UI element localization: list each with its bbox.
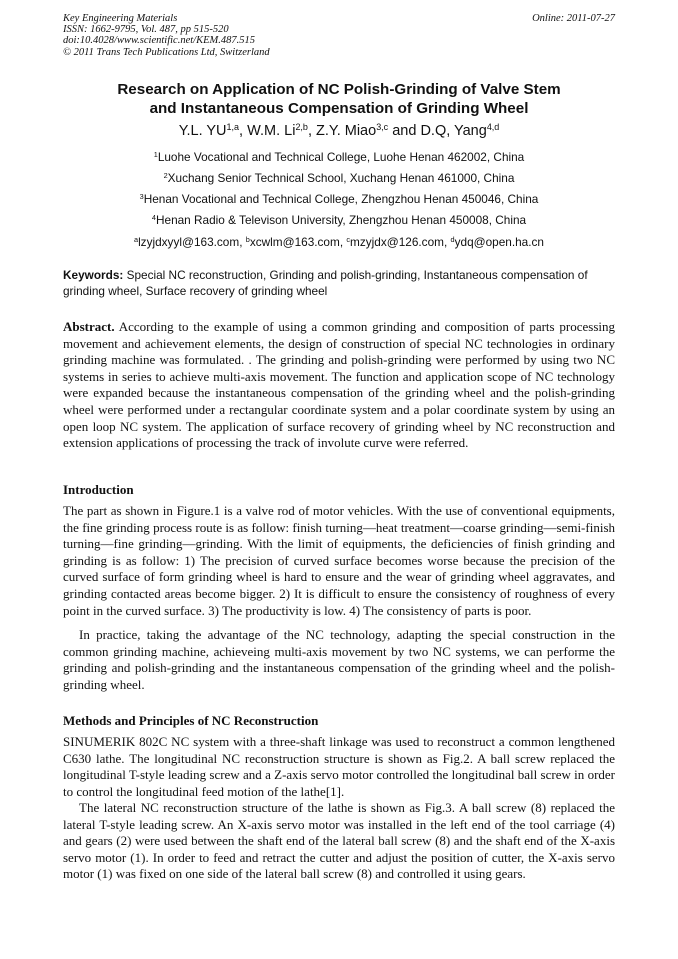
affiliation xyxy=(63,192,615,206)
author xyxy=(420,123,499,139)
journal-header xyxy=(63,13,270,58)
email-marker: d xyxy=(450,234,455,244)
author-sep: , xyxy=(239,123,248,139)
affiliation-text: Henan Radio & Televison University, Zhengzhou Henan 450008, China xyxy=(155,213,527,227)
email-sep: , xyxy=(239,235,246,249)
email-address: xcwlm@163.com xyxy=(249,235,340,249)
keywords xyxy=(63,268,615,299)
abstract xyxy=(63,319,615,452)
doi-line: doi:10.4028/www.scientific.net/KEM.487.515 xyxy=(63,35,255,47)
issn-line: ISSN: 1662-9795, Vol. 487, pp 515-520 xyxy=(63,24,229,36)
paper-title xyxy=(63,80,615,118)
author-name: D.Q, Yang xyxy=(420,123,487,139)
keywords-text: Special NC reconstruction, Grinding and polish-grinding, Instantaneous compensation of grinding wheel, Surface recovery of grinding wheel xyxy=(63,268,588,298)
email-sep: , xyxy=(443,235,451,249)
methods-paragraph: The lateral NC reconstruction structure of the lathe is shown as Fig.3. A ball screw (8) replaced the lateral T-style leading screw. An X-axis servo motor was installed in the left end of the tool carriage (4) and gears (2) were used between the shaft end of the lateral ball screw (8) and the shaft end of the X-axis servo motor (1). In order to feed and retract the cutter and adjust the position of cutter, the X-axis servo motor (1) was fixed on one side of the lateral ball screw (8) and controlled it using gears. xyxy=(63,800,615,882)
email-address: ydq@open.ha.cn xyxy=(454,235,544,249)
author-affil: 3,c xyxy=(376,122,389,133)
email-address: mzyjdx@126.com xyxy=(350,235,444,249)
author-affil: 2,b xyxy=(295,122,308,133)
author-affil: 4,d xyxy=(486,122,500,133)
introduction-paragraph: The part as shown in Figure.1 is a valve rod of motor vehicles. With the use of conventional equipments, the fine grinding process route is as follow: finish turning—heat treatment—coarse grinding—semi-finish turning—fine grinding—grinding. With the limit of equipments, the deficiencies of finish grinding and grinding is as follow: 1) The precision of curved surface becomes worse because the precision of the curved surface of form grinding wheel is hard to ensure and the wear of grinding wheel aggravates, and grinding contacted areas become bigger. 2) It is difficult to ensure the consistency of roughness of every point in the curved surface. 3) The productivity is low. 4) The consistency of parts is poor. xyxy=(63,503,615,618)
affiliation-text: Xuchang Senior Technical School, Xuchang Henan 461000, China xyxy=(167,171,515,185)
affiliation-number: 3 xyxy=(139,191,144,201)
author-list xyxy=(63,122,615,140)
email-sep: , xyxy=(339,235,347,249)
affiliation-number: 1 xyxy=(153,149,158,159)
affiliation-number: 2 xyxy=(163,170,168,180)
affiliation xyxy=(63,150,615,164)
copyright-line: © 2011 Trans Tech Publications Ltd, Switzerland xyxy=(63,46,270,58)
title-line-2: and Instantaneous Compensation of Grinding Wheel xyxy=(149,100,529,117)
affiliation-number: 4 xyxy=(151,212,156,222)
author-affil: 1,a xyxy=(226,122,240,133)
author-name: Z.Y. Miao xyxy=(316,123,377,139)
introduction-heading: Introduction xyxy=(63,482,134,497)
affiliation xyxy=(63,171,615,185)
email-marker: c xyxy=(346,234,351,244)
online-date: Online: 2011-07-27 xyxy=(532,13,615,24)
author xyxy=(247,123,308,139)
author xyxy=(316,123,388,139)
author-sep: and xyxy=(388,123,421,139)
affiliation-text: Henan Vocational and Technical College, Zhengzhou Henan 450046, China xyxy=(143,192,539,206)
keywords-label: Keywords: xyxy=(63,268,124,282)
methods-heading: Methods and Principles of NC Reconstruction xyxy=(63,713,319,728)
introduction-paragraph: In practice, taking the advantage of the NC technology, adapting the special construction in the common grinding machine, achieveing multi-axis movement by two NC systems, we can performe the grinding and polish-grinding and the instantaneous compensation of the grinding wheel and the polish-grinding wheel. xyxy=(63,627,615,692)
abstract-text: According to the example of using a common grinding and composition of parts processing movement and achievement elements, the design of construction of special NC technologies in ordinary grinding machine was formulated. . The grinding and polish-grinding were performed by using two NC systems in series to achieve multi-axis movement. The function and application scope of NC technology were expanded because the instantaneous compensation of the grinding wheel and the polish-grinding wheel were performed under a rectangular coordinate system and a polar coordinate system by using an open loop NC system. The application of surface recovery of grinding wheel by NC reconstruction and extension applications of processing the track of involute curve were referred. xyxy=(63,319,615,451)
abstract-label: Abstract. xyxy=(63,319,115,334)
affiliation-text: Luohe Vocational and Technical College, Luohe Henan 462002, China xyxy=(157,150,525,164)
email-marker: a xyxy=(134,234,139,244)
email-list xyxy=(63,235,615,249)
author-name: W.M. Li xyxy=(247,123,296,139)
author xyxy=(179,123,239,139)
author-sep: , xyxy=(307,123,316,139)
title-line-1: Research on Application of NC Polish-Grinding of Valve Stem xyxy=(117,81,561,98)
author-name: Y.L. YU xyxy=(178,123,227,139)
methods-paragraph: SINUMERIK 802C NC system with a three-shaft linkage was used to reconstruct a common lengthened C630 lathe. The longitudinal NC reconstruction structure is shown as Fig.2. A ball screw replaced the longitudinal T-style leading screw and a Z-axis servo motor controlled the longitudinal ball screw in order to control the longitudinal feed motion of the lathe[1]. xyxy=(63,734,615,799)
journal-name: Key Engineering Materials xyxy=(63,13,178,24)
email-address: lzyjdxyyl@163.com xyxy=(138,235,240,249)
affiliation xyxy=(63,213,615,227)
email-marker: b xyxy=(245,234,250,244)
